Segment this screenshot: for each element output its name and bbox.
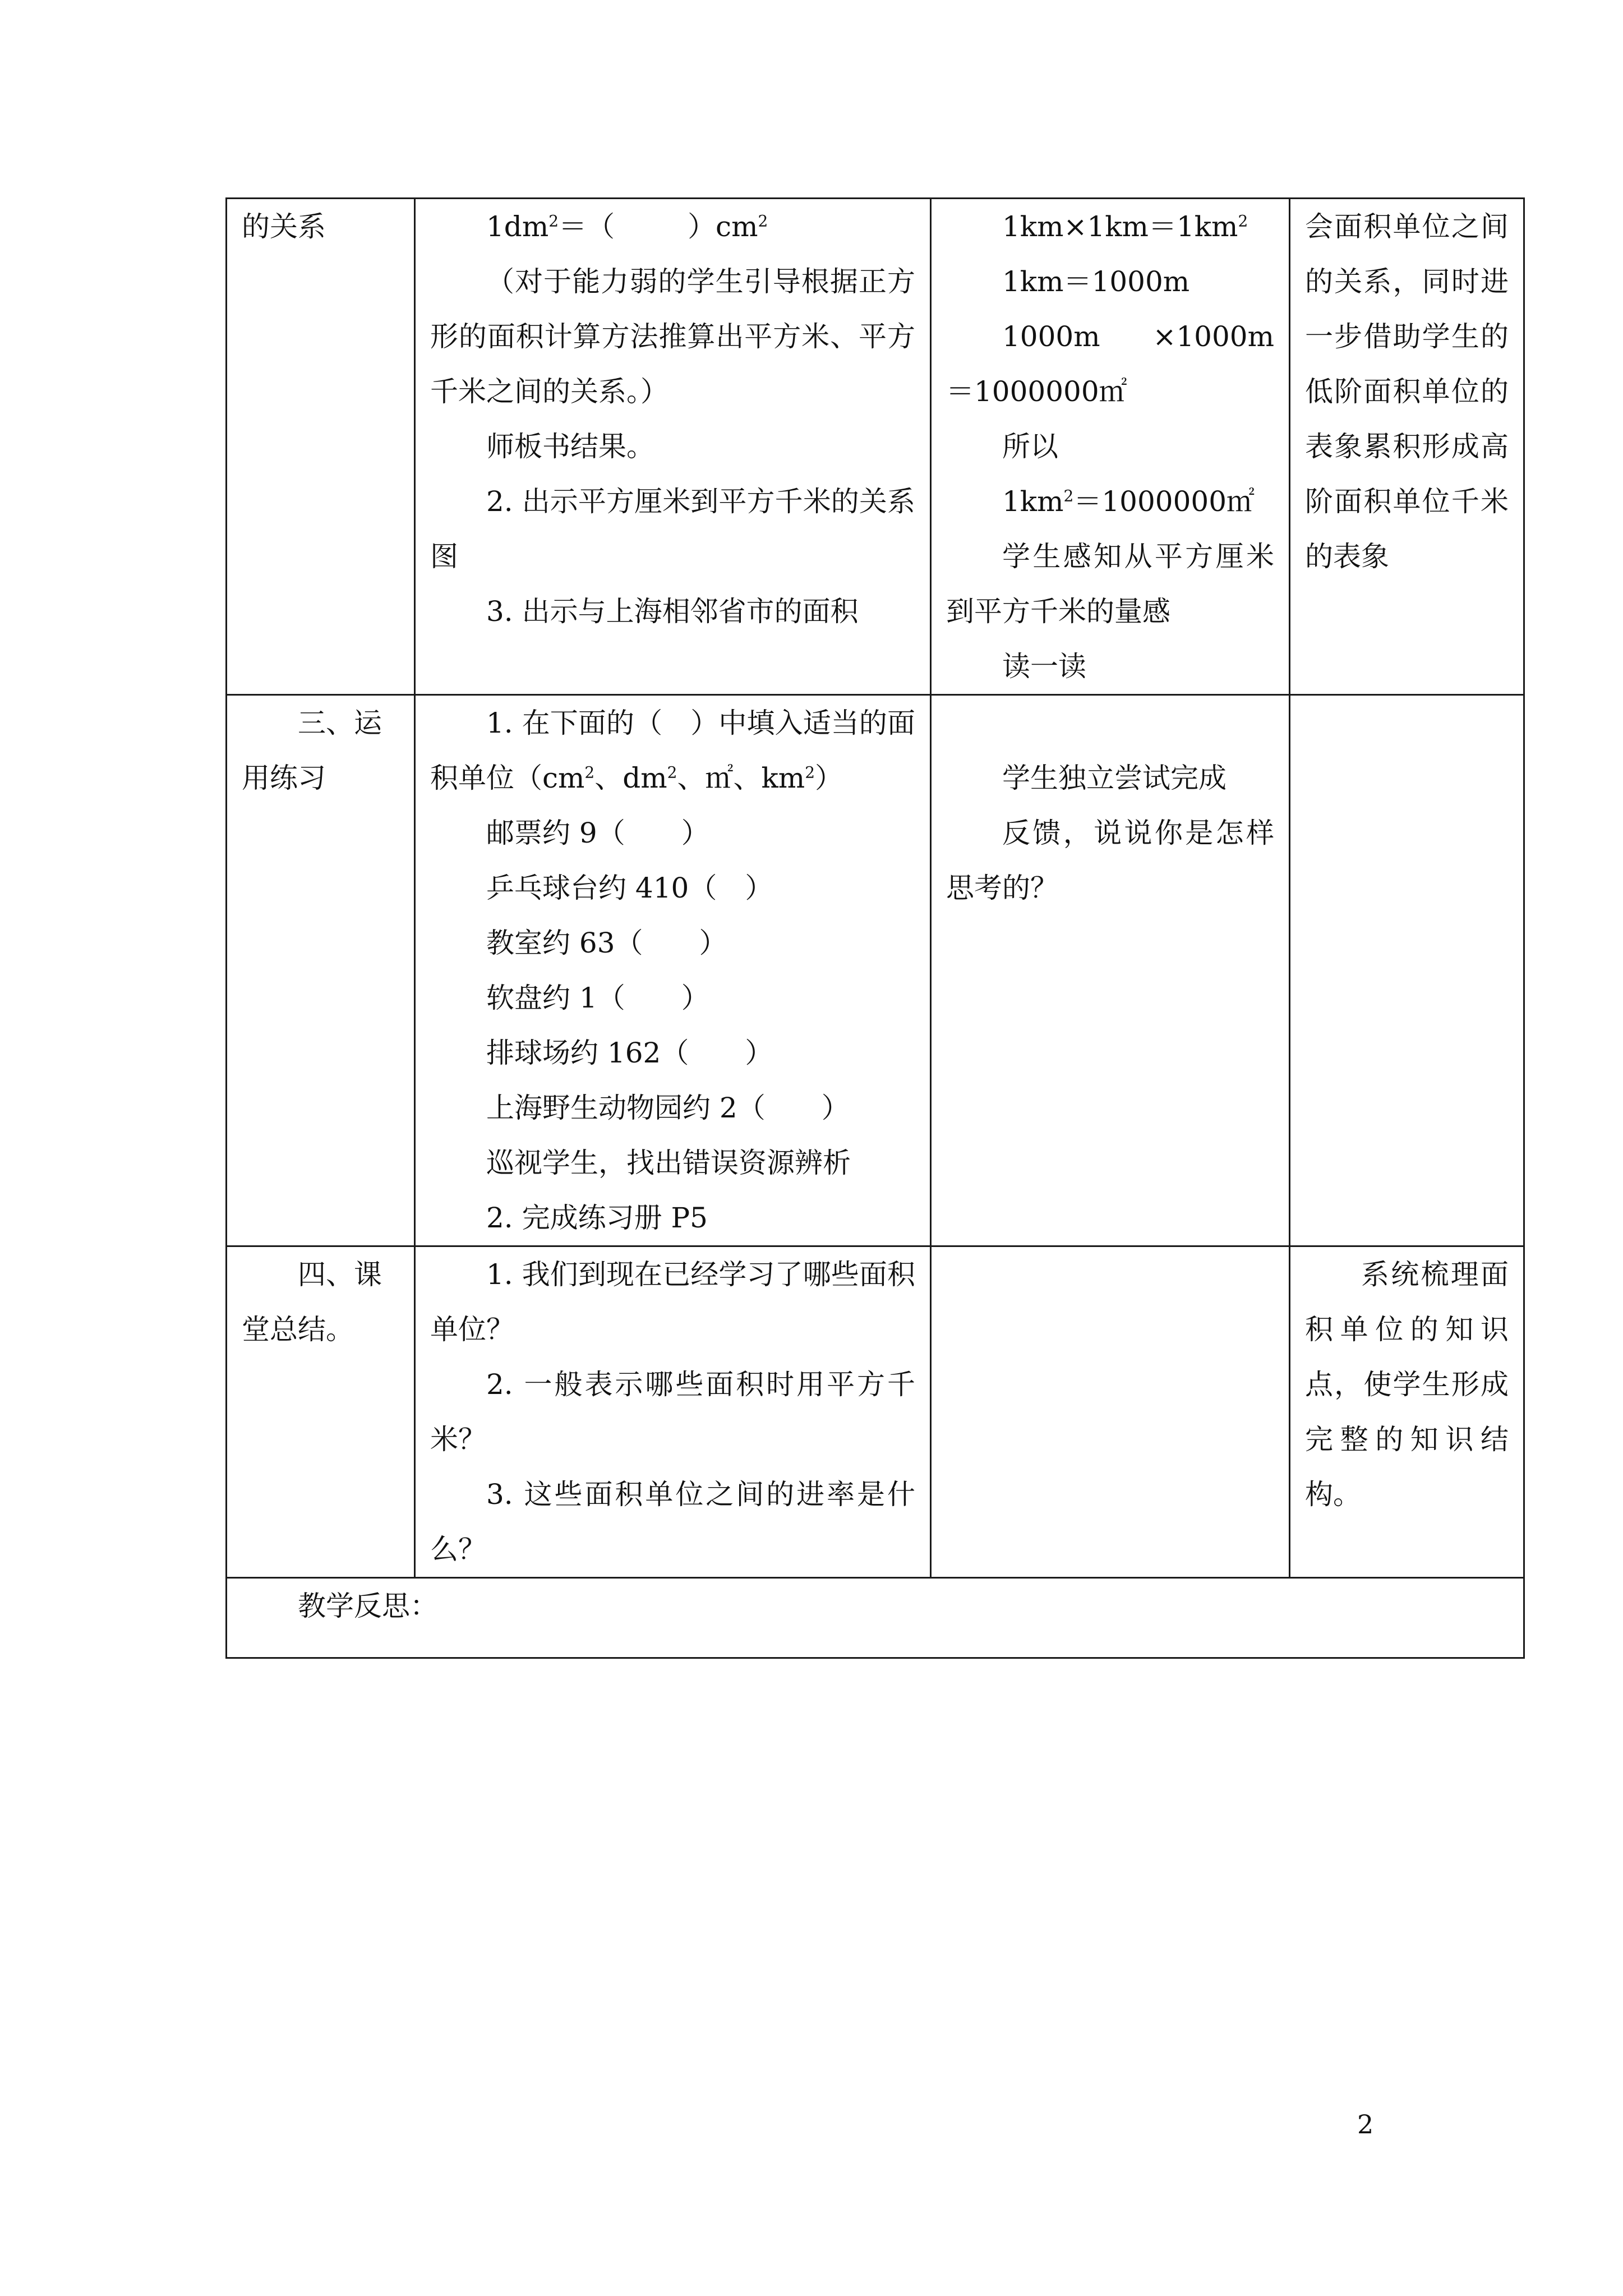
teacher-activity-line: （对于能力弱的学生引导根据正方形的面积计算方法推算出平方米、平方千米之间的关系。） — [430, 265, 915, 408]
lesson-plan-table — [225, 197, 1525, 1659]
page-number: 2 — [1357, 2109, 1374, 2139]
teacher-activity-line: 2. 一般表示哪些面积时用平方千米？ — [430, 1368, 915, 1456]
student-activity-line: $1km^2=1000000㎡$ — [1002, 485, 1255, 518]
teacher-activity-line: 排球场约 162（ ） — [486, 1037, 773, 1069]
design-intent-text: 系统梳理面积单位的知识点，使学生形成完整的知识结构。 — [1305, 1258, 1509, 1511]
teacher-activity-cell — [415, 1246, 931, 1578]
reflection-cell — [227, 1578, 1524, 1658]
stage-cell — [227, 695, 415, 1246]
teacher-activity-line: 巡视学生，找出错误资源辨析 — [486, 1147, 851, 1179]
student-activity-cell — [931, 199, 1302, 695]
table-row — [227, 1578, 1524, 1658]
design-intent-cell — [1290, 199, 1524, 695]
stage-cell — [227, 1246, 415, 1578]
design-intent-text: 会面积单位之间的关系，同时进一步借助学生的低阶面积单位的表象累积形成高阶面积单位千米的表象 — [1305, 210, 1509, 573]
teacher-activity-line: 师板书结果。 — [486, 430, 654, 463]
stage-label: 三、运用练习 — [242, 707, 382, 794]
table-row — [227, 1246, 1524, 1578]
teacher-activity-line: 1. 在下面的（ ）中填入适当的面积单位（$cm^2$、$dm^2$、㎡、$km^2$） — [430, 707, 915, 794]
stage-cell — [227, 199, 415, 695]
student-activity-line: 所以 — [1002, 430, 1058, 463]
student-activity-line: 学生独立尝试完成 — [1002, 762, 1227, 794]
table-row — [227, 199, 1524, 695]
student-activity-line: 1000m ×1000m ＝1000000㎡ — [946, 320, 1302, 408]
student-activity-line: 读一读 — [1002, 650, 1086, 683]
stage-label: 四、课堂总结。 — [242, 1258, 382, 1346]
stage-label: 的关系 — [242, 210, 326, 243]
teacher-activity-line: 3. 这些面积单位之间的进率是什么？ — [430, 1478, 915, 1566]
teacher-activity-line: $1dm^2=$（ ）$cm^2$ — [486, 210, 768, 243]
table-row — [227, 695, 1524, 1246]
teacher-activity-cell — [415, 695, 931, 1246]
student-activity-cell — [931, 695, 1290, 1246]
student-activity-line: $1km\times 1km=1km^2$ — [1002, 210, 1248, 243]
design-intent-cell — [1290, 695, 1524, 1246]
student-activity-line: 反馈，说说你是怎样思考的？ — [946, 817, 1274, 904]
teacher-activity-line: 2. 出示平方厘米到平方千米的关系图 — [430, 485, 915, 573]
student-activity-line: 学生感知从平方厘米到平方千米的量感 — [946, 540, 1274, 628]
teacher-activity-line: 上海野生动物园约 2（ ） — [486, 1092, 850, 1124]
student-activity-line: 1km＝1000m — [1002, 265, 1190, 298]
teacher-activity-line: 2. 完成练习册 P5 — [486, 1202, 708, 1234]
teacher-activity-line: 软盘约 1（ ） — [486, 982, 709, 1014]
teacher-activity-line: 3. 出示与上海相邻省市的面积 — [486, 595, 859, 628]
teacher-activity-cell — [415, 199, 931, 695]
design-intent-cell — [1290, 1246, 1524, 1578]
teacher-activity-line: 教室约 63（ ） — [486, 927, 727, 959]
teacher-activity-line: 乒乓球台约 410（ ） — [486, 872, 773, 904]
reflection-label: 教学反思： — [298, 1590, 438, 1622]
student-activity-cell — [931, 1246, 1290, 1578]
teacher-activity-line: 邮票约 9（ ） — [486, 817, 709, 849]
teacher-activity-line: 1. 我们到现在已经学习了哪些面积单位？ — [430, 1258, 915, 1346]
